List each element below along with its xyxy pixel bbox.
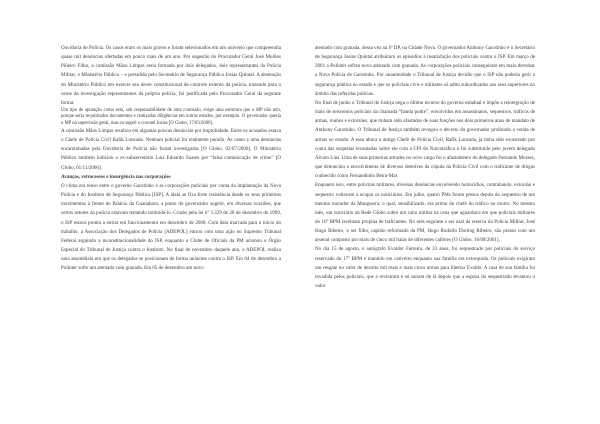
right-paragraph-2: No final de junho o Tribunal de Justiça nega o último recurso do governo estadual e impõe a reintegração de mais de seiscentos policiais da chamada “banda podre”, envolvidos em assassinatos, sequestros, tráficos de armas, roubos e extorsões, que tinham sido afastados de suas funções nos dois primeiros anos de mandato de Anthony Garotinho. O Tribunal de Justiça também revogou o decreto do governador proibindo a venda de armas no estado. A essa altura o antigo Chefe de Polícia Civil, Rafik Louzada, já tinha sido exonerado por conta das suspeitas levantadas sobre ele com a CPI do Narcotráfico e foi substituído pelo jovem delegado Álvaro Lins. Uma de suas primeiras atitudes no novo cargo foi o afastamento do delegado Fernando Moraes, que denunciou o envolvimento de diversos detetives da cúpula da Polícia Civil com o traficante de drogas conhecido como Fernandinho Beira-Mar. bbox=[315, 99, 535, 180]
left-column bbox=[61, 44, 281, 273]
left-paragraph-2: A comissão Mãos Limpas resultou em algumas poucas denúncias por improbidade. Entre os acusados estava o Chefe de Polícia Civil Rafik Louzada. Nenhum policial foi realmente punido. As canto e uma denúncias encaminhadas pela Ouvidoria de Polícia não foram investigadas [O Globo, 02/07/2000]. O Ministério Público também indiciou o ex-subsecretário Luiz Eduardo Soares por “falsa comunicação de crime” [O Globo, 01/11/2000]. bbox=[61, 127, 281, 171]
right-paragraph-3: Enquanto isso, entre policiais militares, diversas denúncias envolvendo homicídios, contrabando, extorsão e sequestro voltavam a ocupar os noticiários. Em julho, quatro PMs foram presos depois do sequestro de um menino morador da Mangueira, o qual, sensibilizado, era primo do chefe do tráfico no morro. No mesmo mês, um noticiário da Rede Globo sobre um cabo militar na cena que aguardava em que policiais militares do 16º BPM recebiam propina de traficantes. No mês seguinte o ser usal da reserva da Polícia Militar, José Hugo Ribeiro, o ser filho, capitão reformado da PM, Hugo Rodolfo Dorting Ribeiro, são presos com um arsenal composto por mais de cinco mil balas de diferentes calibres [O Globo, 16/08/2001]. bbox=[315, 182, 535, 244]
left-paragraph-3: O clima era tenso entre o governo Garotinho e as corporações policiais por conta da implantação da Nova Polícia e do Instituto de Segurança Pública [ISP]. A ideia se fixa forte resistência desde os seus primeiros movimentos à frente do Palácio da Guanabara, a ponto do governador sugerir, em diversas ocasiões, que certos setores da polícia estavam tentando intimidá-lo. Criado pela lei nº 3.329 de 28 de dezembro de 1999, o ISP estava pronto a entrar em funcionamento em dezembro de 2000. Com data marcada para o início do trabalho, a Associação dos Delegados de Polícia [ADEPOL] entrou com uma ação no Supremo Tribunal Federal arguindo a inconstitucionalidade do ISP, enquanto o Clube de Oficiais da PM acionou o Órgão Especial do Tribunal de Justiça contra o Instituto. No final de novembro daquele ano, a ADEPOL realiza uma assembleia em que os delegados se posicionam de forma unânime contra o ISP. Em 04 de dezembro a Polinter sofre um atentado com granada. Em 05 de dezembro um novo bbox=[61, 182, 281, 272]
section-heading: Avanços, retrocessos e insurgência nas corporações bbox=[61, 173, 171, 180]
block-quote: Um tipo de apuração como esta, sob responsabilidade de uma comissão, exige uma estrutura que o MP não tem, porque seria requisitados documentos e realizadas diligências em outros estados, por exemplo. O governador quería o MP na supervisão geral, mas eu sugeri o coronel Josias [O Globo, 17/03/2000]. bbox=[61, 108, 281, 126]
right-column bbox=[315, 44, 535, 291]
left-paragraph-1: Ouvidoria de Polícia. Os casos eram os mais graves e foram selecionados em um universo que compreendia quase mil denúncias ofertadas em pouco mais de um ano. Por sugestão do Procurador Geral José Muiños Piñeiro Filho, a comissão Mãos Limpas seria formada por dois delegados, dois representantes da Polícia Militar, o Ministério Público – e presidida pelo Secretário de Segurança Pública Josias Quintal. A abstenção do Ministério Público em exercer seu dever constitucional de controle externo da polícia, trazendo para o cerne da investigação representantes da própria polícia, foi justificada pelo Procurador Geral da seguinte forma: bbox=[61, 45, 281, 106]
right-paragraph-4: No dia 15 de agosto, o autógrafo Evaldor Farreira, de 33 anos, foi sequestrado por policiais do serviço reservado do 17º BPM e mantido em cativeiro enquanto sua família era extorquida. Os policiais exigiram um resgate no valor de dezoito mil reais e mais cinco armas para libertar Evaldo. A casa de sua família foi invadida pelos policiais, que a reviraram e só saíram de lá depois que a esposa do sequestrado levantou o valor bbox=[315, 246, 535, 290]
right-paragraph-1: atentado com granada, dessa vez na 6ª DP, na Cidade Nova. O governador Anthony Garotinho e o Secretário de Segurança Josias Quintal atribuíram os episódios à insatisfação dos policiais contra o ISP. Em março de 2001 a Polinter sofreu novo atentado com granada. As corporações policiais conseguiram em maio derrubar a Nova Polícia de Garotinho. Por unanimidade o Tribunal de Justiça decidiu que o ISP não poderia gerir a segurança pública no estado e que os policiais civis e militares só aditu subordinados aos seus superiores no âmbito das referidas polícias. bbox=[315, 45, 535, 97]
